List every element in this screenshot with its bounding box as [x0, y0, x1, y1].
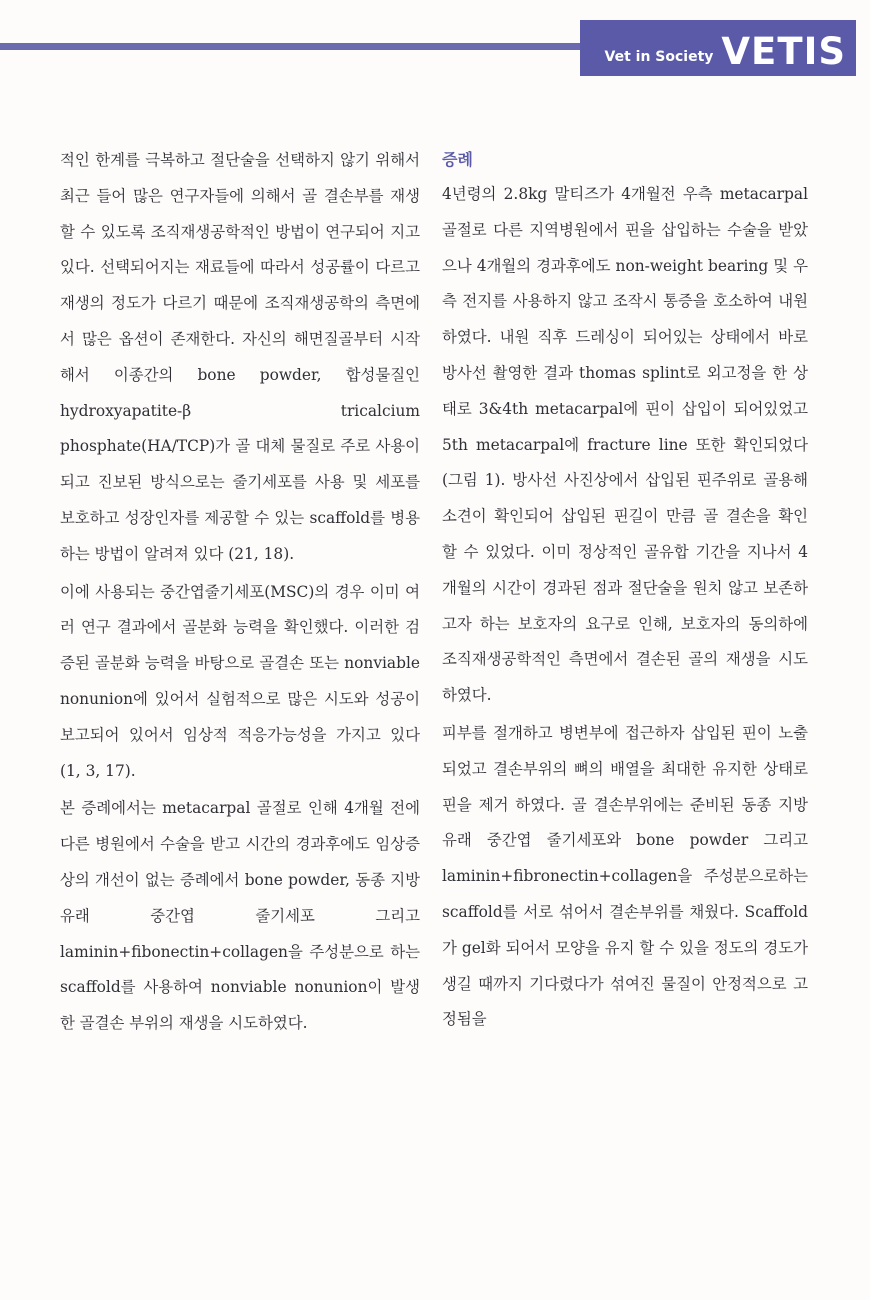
body-paragraph: 피부를 절개하고 병변부에 접근하자 삽입된 핀이 노출되었고 결손부위의 뼈의 배열을 최대한 유지한 상태로 핀을 제거 하였다. 골 결손부위에는 준비된 동종 지방유래 중간엽 줄기세포와 bone powder 그리고 laminin+fibronectin+collagen을 주성분으로하는 scaffold를 서로 섞어서 결손부위를 채웠다. Scaffold가 gel화 되어서 모양을 유지 할 수 있을 정도의 경도가 생길 때까지 기다렸다가 섞여진 물질이 안정적으로 고정됨을 — [442, 723, 808, 1029]
header-subtitle: Vet in Society — [604, 49, 714, 65]
header-banner — [580, 20, 856, 76]
section-title: 증례 — [442, 150, 473, 169]
left-column — [60, 143, 420, 1044]
body-paragraph: 적인 한계를 극복하고 절단술을 선택하지 않기 위해서 최근 들어 많은 연구자들에 의해서 골 결손부를 재생 할 수 있도록 조직재생공학적인 방법이 연구되어 지고 있다. 선택되어지는 재료들에 따라서 성공률이 다르고 재생의 정도가 다르기 때문에 조직재생공학의 측면에서 많은 옵션이 존재한다. 자신의 해면질골부터 시작해서 이종간의 bone powder, 합성물질인 hydroxyapatite-β tricalcium phosphate(HA/TCP)가 골 대체 물질로 주로 사용이 되고 진보된 방식으로는 줄기세포를 사용 및 세포를 보호하고 성장인자를 제공할 수 있는 scaffold를 병용하는 방법이 알려져 있다 (21, 18). — [60, 151, 420, 563]
body-paragraph: 4년령의 2.8kg 말티즈가 4개월전 우측 metacarpal 골절로 다른 지역병원에서 핀을 삽입하는 수술을 받았으나 4개월의 경과후에도 non-weight bearing 및 우측 전지를 사용하지 않고 조작시 통증을 호소하여 내원하였다. 내원 직후 드레싱이 되어있는 상태에서 바로 방사선 촬영한 결과 thomas splint로 외고정을 한 상태로 3&4th metacarpal에 핀이 삽입이 되어있었고 5th metacarpal에 fracture line 또한 확인되었다(그림 1). 방사선 사진상에서 삽입된 핀주위로 골용해 소견이 확인되어 삽입된 핀길이 만큼 골 결손을 확인 할 수 있었다. 이미 정상적인 골유합 기간을 지나서 4개월의 시간이 경과된 점과 절단술을 원치 않고 보존하고자 하는 보호자의 요구로 인해, 보호자의 동의하에 조직재생공학적인 측면에서 결손된 골의 재생을 시도 하였다. — [442, 185, 808, 705]
body-paragraph: 이에 사용되는 중간엽줄기세포(MSC)의 경우 이미 여러 연구 결과에서 골분화 능력을 확인했다. 이러한 검증된 골분화 능력을 바탕으로 골결손 또는 nonviable nonunion에 있어서 실험적으로 많은 시도와 성공이 보고되어 있어서 임상적 적응가능성을 가지고 있다 (1, 3, 17). — [60, 582, 420, 780]
header-rule — [0, 43, 600, 50]
right-column — [442, 143, 808, 1040]
body-paragraph: 본 증례에서는 metacarpal 골절로 인해 4개월 전에 다른 병원에서 수술을 받고 시간의 경과후에도 임상증상의 개선이 없는 증례에서 bone powder, 동종 지방유래 중간엽 줄기세포 그리고 laminin+fibonectin+collagen을 주성분으로 하는 scaffold를 사용하여 nonviable nonunion이 발생한 골결손 부위의 재생을 시도하였다. — [60, 799, 420, 1033]
vetis-logo: VETIS — [721, 30, 846, 73]
